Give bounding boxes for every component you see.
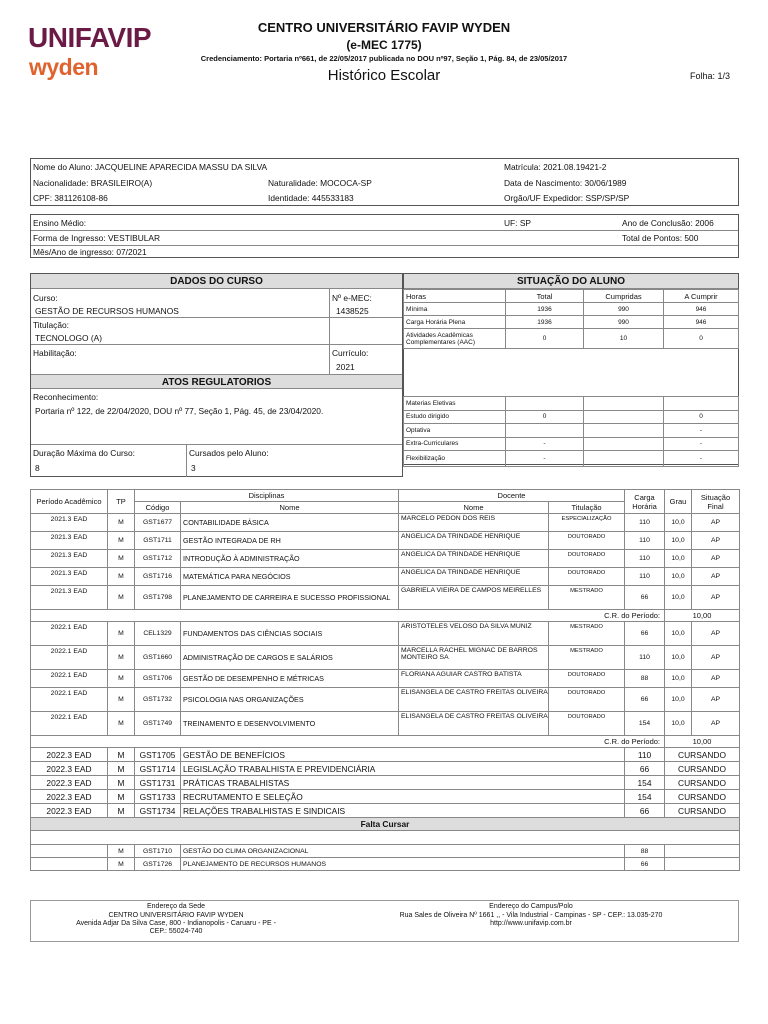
table-row bbox=[31, 858, 740, 871]
grau: 10,0 bbox=[665, 532, 692, 550]
col-situacao: Situação Final bbox=[692, 490, 740, 514]
situacao-row-label: Mínima bbox=[404, 303, 506, 316]
grau: 10,0 bbox=[665, 622, 692, 646]
total-pontos: Total de Pontos: 500 bbox=[622, 233, 699, 243]
disciplina-nome: PSICOLOGIA NAS ORGANIZAÇÕES bbox=[181, 688, 399, 712]
polo-title: Endereço do Campus/Polo bbox=[489, 903, 573, 910]
col-docente: Docente bbox=[399, 490, 625, 502]
sede-title: Endereço da Sede bbox=[147, 903, 205, 910]
situacao-final: CURSANDO bbox=[665, 776, 740, 790]
ingresso-box bbox=[30, 214, 739, 258]
situacao-final: AP bbox=[692, 670, 740, 688]
situacao-cumpridas: 10 bbox=[584, 329, 664, 349]
carga-horaria: 110 bbox=[625, 568, 665, 586]
table-row bbox=[31, 586, 740, 610]
periodo: 2022.3 EAD bbox=[31, 762, 108, 776]
col-horas: Horas bbox=[404, 290, 506, 303]
carga-horaria: 66 bbox=[625, 762, 665, 776]
grau: 10,0 bbox=[665, 646, 692, 670]
situacao-total: - bbox=[506, 437, 584, 451]
emec-code: (e-MEC 1775) bbox=[346, 38, 422, 52]
disciplina-nome: ADMINISTRAÇÃO DE CARGOS E SALÁRIOS bbox=[181, 646, 399, 670]
carga-horaria: 110 bbox=[625, 748, 665, 762]
col-docente-nome: Nome bbox=[399, 502, 549, 514]
disciplina-nome: PLANEJAMENTO DE CARREIRA E SUCESSO PROFISSIONAL bbox=[181, 586, 399, 610]
carga-horaria: 110 bbox=[625, 532, 665, 550]
docente-titulacao: DOUTORADO bbox=[549, 712, 625, 736]
situacao-total bbox=[506, 424, 584, 438]
ano-conclusao: Ano de Conclusão: 2006 bbox=[622, 218, 714, 228]
codigo: GST1726 bbox=[135, 858, 181, 871]
situacao-table-2 bbox=[403, 396, 739, 467]
carga-horaria: 110 bbox=[625, 550, 665, 568]
carga-horaria: 66 bbox=[625, 622, 665, 646]
docente-nome: ELISANGELA DE CASTRO FREITAS OLIVEIRA bbox=[399, 688, 549, 712]
emec-value: 1438525 bbox=[336, 306, 369, 316]
codigo: GST1712 bbox=[135, 550, 181, 568]
logo-unifavip: UNIFAVIP bbox=[28, 22, 152, 53]
situacao-final: CURSANDO bbox=[665, 762, 740, 776]
disciplina-nome: INTRODUÇÃO À ADMINISTRAÇÃO bbox=[181, 550, 399, 568]
disciplina-nome: RECRUTAMENTO E SELEÇÃO bbox=[181, 790, 625, 804]
table-row bbox=[31, 776, 740, 790]
atos-header: ATOS REGULATORIOS bbox=[31, 374, 402, 389]
periodo: 2022.1 EAD bbox=[31, 670, 108, 688]
situacao-final: AP bbox=[692, 622, 740, 646]
habilitacao-label: Habilitação: bbox=[33, 348, 77, 358]
situacao-row-label: Extra-Curriculares bbox=[404, 437, 506, 451]
spacer-row bbox=[31, 831, 740, 845]
col-titulacao: Titulação bbox=[549, 502, 625, 514]
divider bbox=[31, 444, 402, 445]
table-row bbox=[31, 688, 740, 712]
situacao-final: AP bbox=[692, 568, 740, 586]
situacao-final: CURSANDO bbox=[665, 790, 740, 804]
curriculo-value: 2021 bbox=[336, 362, 355, 372]
credenciamento: Credenciamento: Portaria nº661, de 22/05/2017 publicada no DOU nº97, Seção 1, Pág. 84, de 23/05/2017 bbox=[200, 54, 568, 63]
periodo: 2022.3 EAD bbox=[31, 804, 108, 818]
periodo: 2021.3 EAD bbox=[31, 586, 108, 610]
titulacao-label: Titulação: bbox=[33, 320, 69, 330]
cr-periodo-label: C.R. do Período: bbox=[31, 610, 665, 622]
table-row bbox=[31, 568, 740, 586]
logo-wyden: wyden bbox=[29, 54, 99, 80]
carga-horaria: 66 bbox=[625, 688, 665, 712]
periodo: 2022.3 EAD bbox=[31, 790, 108, 804]
situacao-a-cumprir: - bbox=[664, 437, 739, 451]
codigo: GST1711 bbox=[135, 532, 181, 550]
situacao-a-cumprir: - bbox=[664, 451, 739, 467]
doc-title: Histórico Escolar bbox=[327, 67, 441, 84]
ensino-medio: Ensino Médio: bbox=[33, 218, 87, 228]
col-cumpridas: Cumpridas bbox=[584, 290, 664, 303]
carga-horaria: 66 bbox=[625, 858, 665, 871]
disciplina-nome: MATEMÁTICA PARA NEGÓCIOS bbox=[181, 568, 399, 586]
codigo: GST1749 bbox=[135, 712, 181, 736]
tp: M bbox=[108, 568, 135, 586]
docente-titulacao: MESTRADO bbox=[549, 586, 625, 610]
cr-periodo-label: C.R. do Período: bbox=[31, 736, 665, 748]
codigo: CEL1329 bbox=[135, 622, 181, 646]
codigo: GST1734 bbox=[135, 804, 181, 818]
divider bbox=[31, 245, 738, 246]
situacao-cumpridas bbox=[584, 437, 664, 451]
mes-ano-ingresso: Mês/Ano de ingresso: 07/2021 bbox=[33, 247, 147, 257]
carga-horaria: 66 bbox=[625, 586, 665, 610]
dados-curso-box bbox=[30, 273, 403, 477]
tp: M bbox=[108, 646, 135, 670]
grau: 10,0 bbox=[665, 688, 692, 712]
col-carga: Carga Horária bbox=[625, 490, 665, 514]
table-row bbox=[31, 514, 740, 532]
reconhecimento-label: Reconhecimento: bbox=[33, 392, 99, 402]
docente-titulacao: ESPECIALIZAÇÃO bbox=[549, 514, 625, 532]
col-grau: Grau bbox=[665, 490, 692, 514]
sede-address: Avenida Adjar Da Silva Case, 800 - Indianopolis - Caruaru - PE - bbox=[76, 920, 276, 927]
periodo: 2021.3 EAD bbox=[31, 514, 108, 532]
codigo: GST1705 bbox=[135, 748, 181, 762]
carga-horaria: 88 bbox=[625, 845, 665, 858]
tp: M bbox=[108, 550, 135, 568]
disciplina-nome: TREINAMENTO E DESENVOLVIMENTO bbox=[181, 712, 399, 736]
cpf: CPF: 381126108-86 bbox=[33, 193, 108, 203]
periodo: 2021.3 EAD bbox=[31, 568, 108, 586]
col-nome: Nome bbox=[181, 502, 399, 514]
situacao-cumpridas bbox=[584, 424, 664, 438]
tp: M bbox=[108, 586, 135, 610]
falta-cursar-header: Falta Cursar bbox=[31, 818, 740, 831]
docente-titulacao: DOUTORADO bbox=[549, 550, 625, 568]
situacao-final: CURSANDO bbox=[665, 804, 740, 818]
tp: M bbox=[108, 712, 135, 736]
periodo: 2022.3 EAD bbox=[31, 748, 108, 762]
tp: M bbox=[108, 748, 135, 762]
sede-cep: CEP.: 55024-740 bbox=[149, 928, 203, 935]
divider bbox=[31, 317, 329, 318]
curso-value: GESTÃO DE RECURSOS HUMANOS bbox=[35, 306, 179, 316]
codigo: GST1716 bbox=[135, 568, 181, 586]
carga-horaria: 66 bbox=[625, 804, 665, 818]
disciplina-nome: CONTABILIDADE BÁSICA bbox=[181, 514, 399, 532]
disciplina-nome: GESTÃO DO CLIMA ORGANIZACIONAL bbox=[181, 845, 625, 858]
periodo bbox=[31, 858, 108, 871]
tp: M bbox=[108, 688, 135, 712]
docente-titulacao: MESTRADO bbox=[549, 646, 625, 670]
divider bbox=[329, 317, 402, 318]
cr-periodo-value: 10,00 bbox=[665, 736, 740, 748]
titulacao-value: TECNOLOGO (A) bbox=[35, 333, 103, 343]
docente-nome: MARCELLA RACHEL MIGNAC DE BARROS MONTEIRO SA bbox=[399, 646, 549, 670]
situacao-box bbox=[403, 273, 739, 465]
periodo: 2021.3 EAD bbox=[31, 532, 108, 550]
disciplina-nome: GESTÃO DE DESEMPENHO E MÉTRICAS bbox=[181, 670, 399, 688]
situacao-row-label: Flexibilização bbox=[404, 451, 506, 467]
col-periodo: Período Acadêmico bbox=[31, 490, 108, 514]
periodo: 2022.1 EAD bbox=[31, 688, 108, 712]
polo-address: Rua Sales de Oliveira Nº 1661 ,, - Vila Industrial - Campinas - SP - CEP.: 13.035-270 bbox=[399, 912, 663, 919]
table-row bbox=[31, 712, 740, 736]
student-name: Nome do Aluno: JACQUELINE APARECIDA MASSU DA SILVA bbox=[33, 162, 268, 172]
situacao-final: AP bbox=[692, 712, 740, 736]
docente-titulacao: MESTRADO bbox=[549, 622, 625, 646]
grau: 10,0 bbox=[665, 514, 692, 532]
codigo: GST1731 bbox=[135, 776, 181, 790]
periodo: 2021.3 EAD bbox=[31, 550, 108, 568]
table-row bbox=[31, 845, 740, 858]
grau: 10,0 bbox=[665, 568, 692, 586]
grau: 10,0 bbox=[665, 670, 692, 688]
situacao-row-label: Materias Eletivas bbox=[404, 397, 506, 411]
tp: M bbox=[108, 532, 135, 550]
tp: M bbox=[108, 845, 135, 858]
situacao-final: AP bbox=[692, 586, 740, 610]
periodo: 2022.1 EAD bbox=[31, 712, 108, 736]
situacao-total: 0 bbox=[506, 410, 584, 424]
situacao-row-label: Optativa bbox=[404, 424, 506, 438]
situacao-total bbox=[506, 397, 584, 411]
docente-titulacao: DOUTORADO bbox=[549, 670, 625, 688]
carga-horaria: 88 bbox=[625, 670, 665, 688]
situacao-total: 1936 bbox=[506, 316, 584, 329]
codigo: GST1660 bbox=[135, 646, 181, 670]
table-row bbox=[31, 646, 740, 670]
docente-nome: MARCELO PEDON DOS REIS bbox=[399, 514, 549, 532]
footer-box bbox=[30, 900, 739, 942]
situacao-total: 0 bbox=[506, 329, 584, 349]
table-row bbox=[31, 532, 740, 550]
codigo: GST1706 bbox=[135, 670, 181, 688]
tp: M bbox=[108, 776, 135, 790]
codigo: GST1798 bbox=[135, 586, 181, 610]
reconhecimento-value: Portaria nº 122, de 22/04/2020, DOU nº 77, Seção 1, Pág. 45, de 23/04/2020. bbox=[35, 406, 324, 416]
col-disciplinas: Disciplinas bbox=[135, 490, 399, 502]
situacao-final: AP bbox=[692, 550, 740, 568]
carga-horaria: 110 bbox=[625, 514, 665, 532]
divider bbox=[329, 289, 330, 374]
situacao-cumpridas bbox=[584, 410, 664, 424]
duracao-value: 8 bbox=[35, 463, 40, 473]
situacao-cumpridas bbox=[584, 397, 664, 411]
docente-nome: ELISANGELA DE CASTRO FREITAS OLIVEIRA bbox=[399, 712, 549, 736]
situacao-final bbox=[665, 845, 740, 858]
situacao-table bbox=[403, 289, 739, 349]
table-row bbox=[31, 762, 740, 776]
situacao-a-cumprir: 946 bbox=[664, 303, 739, 316]
situacao-final: CURSANDO bbox=[665, 748, 740, 762]
situacao-row-label: Carga Horária Plena bbox=[404, 316, 506, 329]
situacao-a-cumprir: 0 bbox=[664, 410, 739, 424]
col-a-cumprir: A Cumprir bbox=[664, 290, 739, 303]
naturalidade: Naturalidade: MOCOCA-SP bbox=[268, 178, 372, 188]
table-row bbox=[31, 804, 740, 818]
situacao-a-cumprir bbox=[664, 397, 739, 411]
cursados-label: Cursados pelo Aluno: bbox=[189, 448, 269, 458]
disciplina-nome: GESTÃO INTEGRADA DE RH bbox=[181, 532, 399, 550]
carga-horaria: 154 bbox=[625, 776, 665, 790]
situacao-final: AP bbox=[692, 646, 740, 670]
tp: M bbox=[108, 804, 135, 818]
orgao-expedidor: Orgão/UF Expedidor: SSP/SP/SP bbox=[504, 193, 630, 203]
identidade: Identidade: 445533183 bbox=[268, 193, 354, 203]
situacao-final: AP bbox=[692, 532, 740, 550]
table-row bbox=[31, 622, 740, 646]
disciplina-nome: GESTÃO DE BENEFÍCIOS bbox=[181, 748, 625, 762]
table-row bbox=[31, 550, 740, 568]
emec-label: Nº e-MEC: bbox=[332, 293, 372, 303]
col-codigo: Código bbox=[135, 502, 181, 514]
docente-nome: ARISTOTELES VELOSO DA SILVA MUNIZ bbox=[399, 622, 549, 646]
disciplinas-table bbox=[30, 489, 740, 871]
tp: M bbox=[108, 790, 135, 804]
col-total: Total bbox=[506, 290, 584, 303]
disciplina-nome: PRÁTICAS TRABALHISTAS bbox=[181, 776, 625, 790]
tp: M bbox=[108, 514, 135, 532]
matricula: Matrícula: 2021.08.19421-2 bbox=[504, 162, 607, 172]
disciplina-nome: PLANEJAMENTO DE RECURSOS HUMANOS bbox=[181, 858, 625, 871]
carga-horaria: 154 bbox=[625, 790, 665, 804]
docente-titulacao: DOUTORADO bbox=[549, 532, 625, 550]
cr-periodo-value: 10,00 bbox=[665, 610, 740, 622]
table-row bbox=[31, 670, 740, 688]
periodo: 2022.3 EAD bbox=[31, 776, 108, 790]
tp: M bbox=[108, 670, 135, 688]
tp: M bbox=[108, 622, 135, 646]
curriculo-label: Currículo: bbox=[332, 348, 369, 358]
carga-horaria: 154 bbox=[625, 712, 665, 736]
codigo: GST1710 bbox=[135, 845, 181, 858]
tp: M bbox=[108, 858, 135, 871]
periodo: 2022.1 EAD bbox=[31, 622, 108, 646]
table-row bbox=[31, 748, 740, 762]
periodo bbox=[31, 845, 108, 858]
sede-name: CENTRO UNIVERSITÁRIO FAVIP WYDEN bbox=[108, 912, 244, 919]
col-tp: TP bbox=[108, 490, 135, 514]
uf: UF: SP bbox=[504, 218, 531, 228]
forma-ingresso: Forma de Ingresso: VESTIBULAR bbox=[33, 233, 161, 243]
codigo: GST1732 bbox=[135, 688, 181, 712]
situacao-header: SITUAÇÃO DO ALUNO bbox=[404, 274, 738, 289]
situacao-row-label: Atividades Acadêmicas Complementares (AAC) bbox=[404, 329, 506, 349]
docente-nome: FLORIANA AGUIAR CASTRO BATISTA bbox=[399, 670, 549, 688]
situacao-final bbox=[665, 858, 740, 871]
situacao-cumpridas bbox=[584, 451, 664, 467]
grau: 10,0 bbox=[665, 586, 692, 610]
docente-titulacao: DOUTORADO bbox=[549, 688, 625, 712]
student-info-box bbox=[30, 158, 739, 206]
situacao-row-label: Estudo dirigido bbox=[404, 410, 506, 424]
situacao-total: 1936 bbox=[506, 303, 584, 316]
divider bbox=[31, 230, 738, 231]
polo-url[interactable]: http://www.unifavip.com.br bbox=[490, 920, 572, 927]
docente-titulacao: DOUTORADO bbox=[549, 568, 625, 586]
situacao-cumpridas: 990 bbox=[584, 316, 664, 329]
situacao-final: AP bbox=[692, 688, 740, 712]
periodo: 2022.1 EAD bbox=[31, 646, 108, 670]
situacao-final: AP bbox=[692, 514, 740, 532]
nacionalidade: Nacionalidade: BRASILEIRO(A) bbox=[33, 178, 153, 188]
grau: 10,0 bbox=[665, 712, 692, 736]
duracao-label: Duração Máxima do Curso: bbox=[33, 448, 135, 458]
page-number: Folha: 1/3 bbox=[690, 71, 731, 81]
institution-title: CENTRO UNIVERSITÁRIO FAVIP WYDEN bbox=[257, 20, 511, 35]
divider bbox=[31, 344, 402, 345]
codigo: GST1714 bbox=[135, 762, 181, 776]
data-nascimento: Data de Nascimento: 30/06/1989 bbox=[504, 178, 627, 188]
table-row bbox=[31, 790, 740, 804]
situacao-a-cumprir: 0 bbox=[664, 329, 739, 349]
disciplina-nome: LEGISLAÇÃO TRABALHISTA E PREVIDENCIÁRIA bbox=[181, 762, 625, 776]
curso-label: Curso: bbox=[33, 293, 58, 303]
disciplina-nome: FUNDAMENTOS DAS CIÊNCIAS SOCIAIS bbox=[181, 622, 399, 646]
docente-nome: ANGELICA DA TRINDADE HENRIQUE bbox=[399, 550, 549, 568]
docente-nome: ANGELICA DA TRINDADE HENRIQUE bbox=[399, 568, 549, 586]
divider bbox=[186, 444, 187, 477]
disciplina-nome: RELAÇÕES TRABALHISTAS E SINDICAIS bbox=[181, 804, 625, 818]
situacao-cumpridas: 990 bbox=[584, 303, 664, 316]
docente-nome: ANGELICA DA TRINDADE HENRIQUE bbox=[399, 532, 549, 550]
situacao-a-cumprir: 946 bbox=[664, 316, 739, 329]
grau: 10,0 bbox=[665, 550, 692, 568]
codigo: GST1733 bbox=[135, 790, 181, 804]
carga-horaria: 110 bbox=[625, 646, 665, 670]
dados-curso-header: DADOS DO CURSO bbox=[31, 274, 402, 289]
cursados-value: 3 bbox=[191, 463, 196, 473]
tp: M bbox=[108, 762, 135, 776]
situacao-total: - bbox=[506, 451, 584, 467]
docente-nome: GABRIELA VIEIRA DE CAMPOS MEIRELLES bbox=[399, 586, 549, 610]
situacao-a-cumprir: - bbox=[664, 424, 739, 438]
codigo: GST1677 bbox=[135, 514, 181, 532]
